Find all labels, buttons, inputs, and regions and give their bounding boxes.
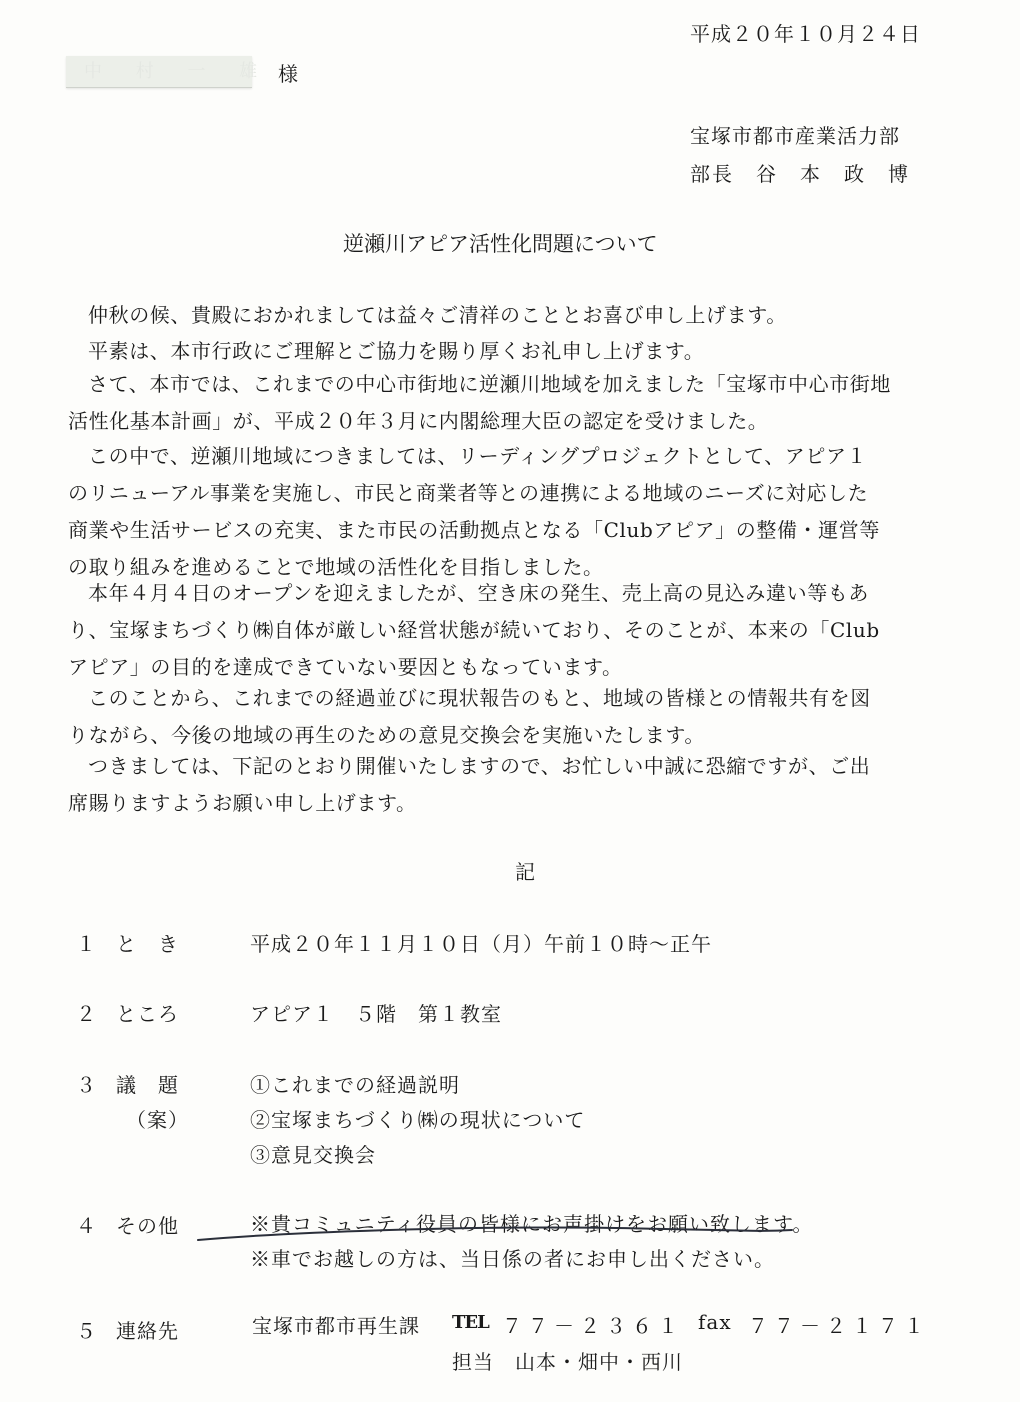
body-line: このことから、これまでの経過並びに現状報告のもと、地域の皆様との情報共有を図: [88, 686, 871, 710]
body-line: 席賜りますようお願い申し上げます。: [68, 791, 417, 815]
agenda-item: ①これまでの経過説明: [250, 1073, 460, 1097]
tel-number: ７７－２３６１: [502, 1314, 684, 1338]
item-label-agenda: 議 題: [116, 1073, 179, 1097]
handwritten-underline: [196, 1222, 796, 1246]
body-paragraph-4: [68, 438, 958, 586]
item-label-other: その他: [116, 1214, 179, 1238]
addressee-name-sticker: 中 村 一 雄: [66, 56, 252, 88]
item-value-where: アピア１ ５階 第１教室: [250, 1002, 502, 1026]
contact-department: 宝塚市都市再生課: [252, 1314, 420, 1338]
subject-title: 逆瀬川アピア活性化問題について: [343, 232, 658, 256]
sender-department: 宝塚市都市産業活力部: [690, 124, 900, 148]
body-line: り、宝塚まちづくり㈱自体が厳しい経営状態が続いており、そのことが、本来の「Club: [68, 618, 880, 642]
body-line: の取り組みを進めることで地域の活性化を目指しました。: [68, 555, 604, 579]
body-line: さて、本市では、これまでの中心市街地に逆瀬川地域を加えました「宝塚市中心市街地: [88, 372, 891, 396]
body-line: 仲秋の候、貴殿におかれましては益々ご清祥のこととお喜び申し上げます。: [88, 303, 787, 327]
other-note: ※貴コミュニティ役員の皆様にお声掛けをお願い致します。: [250, 1212, 814, 1236]
item-label-where: ところ: [116, 1002, 179, 1026]
body-line: りながら、今後の地域の再生のための意見交換会を実施いたします。: [68, 723, 705, 747]
body-paragraph-7: [68, 748, 958, 822]
body-paragraph-1: [68, 297, 958, 334]
body-paragraph-5: [68, 575, 958, 686]
body-line: 活性化基本計画」が、平成２０年３月に内閣総理大臣の認定を受けました。: [68, 409, 769, 433]
item-number: ４: [76, 1214, 97, 1238]
body-paragraph-6: [68, 680, 958, 754]
addressee-honorific: 様: [278, 61, 299, 86]
item-number: ３: [76, 1073, 97, 1097]
tel-label: TEL: [452, 1312, 489, 1333]
agenda-item: ②宝塚まちづくり㈱の現状について: [250, 1108, 586, 1132]
addressee: [66, 56, 299, 88]
item-label-contact: 連絡先: [116, 1319, 179, 1343]
body-paragraph-2: [68, 333, 958, 370]
body-line: 本年４月４日のオープンを迎えましたが、空き床の発生、売上高の見込み違い等もあ: [88, 581, 869, 605]
sender-title-name: 部長 谷 本 政 博: [690, 162, 910, 186]
item-number: １: [76, 932, 97, 956]
item-number: ２: [76, 1002, 97, 1026]
ki-heading: 記: [515, 860, 536, 884]
letter-date: 平成２０年１０月２４日: [690, 22, 921, 46]
item-sublabel-agenda: （案）: [126, 1108, 189, 1132]
item-number: ５: [76, 1319, 97, 1343]
fax-label: fax: [698, 1310, 732, 1334]
body-line: アピア」の目的を達成できていない要因ともなっています。: [68, 655, 623, 679]
body-paragraph-3: [68, 366, 958, 440]
body-line: この中で、逆瀬川地域につきましては、リーディングプロジェクトとして、アピア１: [88, 444, 868, 468]
item-value-when: 平成２０年１１月１０日（月）午前１０時～正午: [250, 932, 712, 956]
other-note: ※車でお越しの方は、当日係の者にお申し出ください。: [250, 1247, 775, 1271]
fax-number: ７７－２１７１: [748, 1314, 930, 1338]
body-line: 商業や生活サービスの充実、また市民の活動拠点となる「Clubアピア」の整備・運営等: [68, 518, 880, 542]
body-line: 平素は、本市行政にご理解とご協力を賜り厚くお礼申し上げます。: [88, 339, 705, 363]
agenda-item: ③意見交換会: [250, 1143, 376, 1167]
contact-staff: 担当 山本・畑中・西川: [452, 1350, 683, 1374]
item-label-when: と き: [116, 932, 179, 956]
body-line: のリニューアル事業を実施し、市民と商業者等との連携による地域のニーズに対応した: [68, 481, 869, 505]
body-line: つきましては、下記のとおり開催いたしますので、お忙しい中誠に恐縮ですが、ご出: [88, 754, 871, 778]
